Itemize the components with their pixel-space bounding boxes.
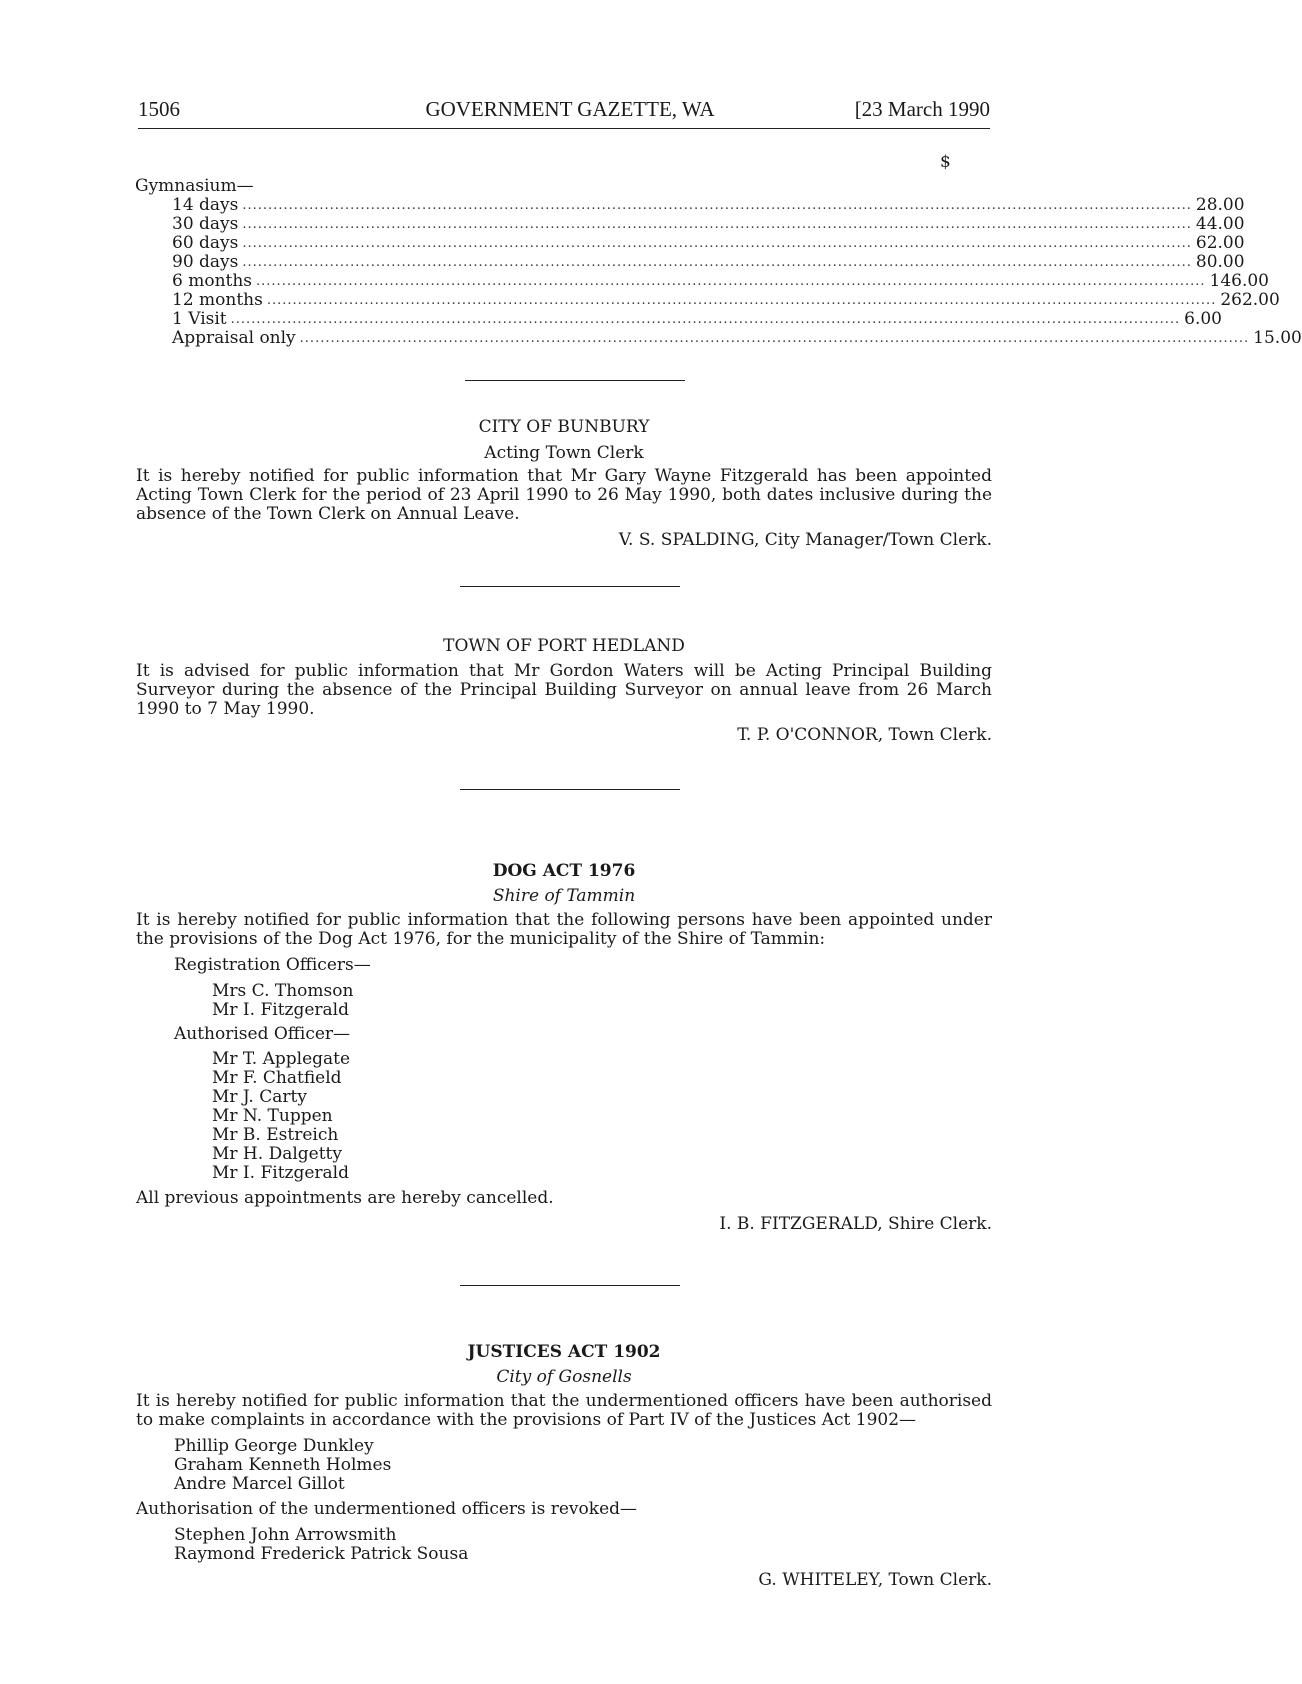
fee-label: 90 days: [172, 252, 239, 272]
leader-dots: .........................................................................................................................................................................................: [299, 331, 1250, 346]
dog-act-title: DOG ACT 1976: [492, 861, 636, 881]
currency-header: $: [940, 152, 951, 172]
fee-amount: 80.00: [1195, 252, 1245, 272]
bunbury-signature: V. S. SPALDING, City Manager/Town Clerk.: [618, 530, 992, 550]
list-item: Mr N. Tuppen: [212, 1106, 333, 1126]
dog-act-signature: I. B. FITZGERALD, Shire Clerk.: [719, 1214, 992, 1234]
port-hedland-signature: T. P. O'CONNOR, Town Clerk.: [737, 725, 992, 745]
list-item: Mr F. Chatfield: [212, 1068, 342, 1088]
list-item: Mr H. Dalgetty: [212, 1144, 342, 1164]
list-item: Mr J. Carty: [212, 1087, 307, 1107]
section-divider: [460, 789, 680, 790]
fee-label: 60 days: [172, 233, 239, 253]
bunbury-title: CITY OF BUNBURY: [478, 417, 650, 437]
leader-dots: .........................................................................................................................................................................................: [242, 217, 1192, 232]
list-item: Mrs C. Thomson: [212, 981, 354, 1001]
justices-act-subtitle: City of Gosnells: [496, 1367, 632, 1387]
leader-dots: .........................................................................................................................................................................................: [242, 236, 1192, 251]
section-divider: [465, 380, 685, 381]
bunbury-body: It is hereby notified for public information that Mr Gary Wayne Fitzgerald has been appointed Acting Town Clerk for the period of 23 April 1990 to 26 May 1990, both dates inclusive during the absence of the Town Clerk on Annual Leave.: [136, 466, 992, 524]
dog-act-body: It is hereby notified for public information that the following persons have been appointed under the provisions of the Dog Act 1976, for the municipality of the Shire of Tammin:: [136, 910, 992, 949]
fee-row: [172, 233, 1245, 253]
fee-amount: 28.00: [1195, 195, 1245, 215]
fee-label: 6 months: [172, 271, 253, 291]
section-divider: [460, 586, 680, 587]
fee-row: [172, 309, 1222, 329]
fee-row: [172, 195, 1245, 215]
fee-label: 12 months: [172, 290, 263, 310]
leader-dots: .........................................................................................................................................................................................: [230, 312, 1181, 327]
dog-act-closing: All previous appointments are hereby cancelled.: [136, 1188, 554, 1208]
fees-heading: Gymnasium—: [135, 176, 254, 196]
list-item: Mr T. Applegate: [212, 1049, 351, 1069]
list-item: Mr I. Fitzgerald: [212, 1163, 350, 1183]
list-item: Graham Kenneth Holmes: [174, 1455, 392, 1475]
list-item: Phillip George Dunkley: [174, 1436, 374, 1456]
fee-amount: 15.00: [1253, 328, 1302, 348]
justices-act-title: JUSTICES ACT 1902: [467, 1342, 661, 1362]
list-item: Mr I. Fitzgerald: [212, 1000, 350, 1020]
fee-label: 14 days: [172, 195, 239, 215]
fee-label: 1 Visit: [172, 309, 227, 329]
bunbury-subtitle: Acting Town Clerk: [484, 443, 644, 463]
fee-label: Appraisal only: [172, 328, 296, 348]
page-number: 1506: [138, 97, 180, 121]
port-hedland-title: TOWN OF PORT HEDLAND: [443, 636, 685, 656]
fee-amount: 62.00: [1195, 233, 1245, 253]
port-hedland-body: It is advised for public information that Mr Gordon Waters will be Acting Principal Building Surveyor during the absence of the Principal Building Surveyor on annual leave from 26 March 1990 to 7 May 1990.: [136, 661, 992, 719]
authorised-heading: Authorised Officer—: [174, 1024, 351, 1044]
fee-amount: 146.00: [1209, 271, 1269, 291]
fee-amount: 6.00: [1184, 309, 1222, 329]
fee-row: [172, 290, 1280, 310]
fee-row: [172, 328, 1302, 348]
leader-dots: .........................................................................................................................................................................................: [242, 198, 1192, 213]
justices-act-signature: G. WHITELEY, Town Clerk.: [758, 1570, 992, 1590]
gazette-date: [23 March 1990: [854, 97, 990, 121]
list-item: Mr B. Estreich: [212, 1125, 339, 1145]
header-rule: [138, 128, 990, 129]
gazette-title: GOVERNMENT GAZETTE, WA: [425, 97, 715, 121]
list-item: Raymond Frederick Patrick Sousa: [174, 1544, 469, 1564]
list-item: Andre Marcel Gillot: [174, 1474, 345, 1494]
fee-row: [172, 252, 1245, 272]
revoked-heading: Authorisation of the undermentioned officers is revoked—: [136, 1499, 638, 1519]
fee-row: [172, 214, 1245, 234]
leader-dots: .........................................................................................................................................................................................: [256, 274, 1206, 289]
leader-dots: .........................................................................................................................................................................................: [266, 293, 1217, 308]
fee-label: 30 days: [172, 214, 239, 234]
section-divider: [460, 1285, 680, 1286]
fee-amount: 44.00: [1195, 214, 1245, 234]
dog-act-subtitle: Shire of Tammin: [492, 886, 636, 906]
registration-heading: Registration Officers—: [174, 955, 371, 975]
justices-act-body: It is hereby notified for public information that the undermentioned officers have been authorised to make complaints in accordance with the provisions of Part IV of the Justices Act 1902—: [136, 1391, 992, 1430]
fee-amount: 262.00: [1220, 290, 1280, 310]
list-item: Stephen John Arrowsmith: [174, 1525, 397, 1545]
leader-dots: .........................................................................................................................................................................................: [242, 255, 1192, 270]
fee-row: [172, 271, 1269, 291]
